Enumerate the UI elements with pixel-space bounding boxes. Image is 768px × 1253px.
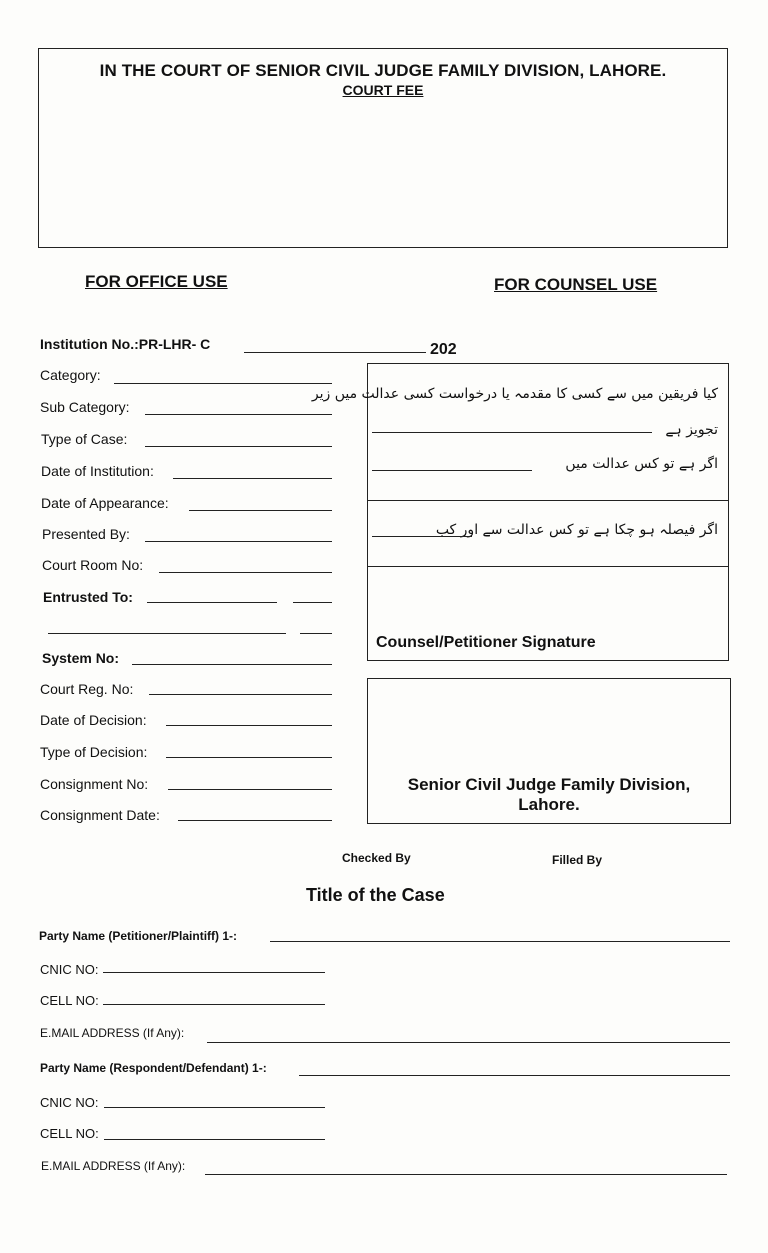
judge-signature-box bbox=[367, 678, 731, 824]
field-system-no: System No: bbox=[42, 650, 120, 666]
box-divider bbox=[368, 566, 728, 567]
system-no-line[interactable] bbox=[132, 664, 332, 665]
date-of-appearance-line[interactable] bbox=[189, 510, 332, 511]
type-of-decision-line[interactable] bbox=[166, 757, 332, 758]
respondent-cell-label: CELL NO: bbox=[40, 1126, 99, 1141]
filled-by-label: Filled By bbox=[552, 853, 603, 867]
field-consignment-date: Consignment Date: bbox=[40, 807, 160, 823]
institution-no-line[interactable] bbox=[244, 352, 426, 353]
respondent-email-line[interactable] bbox=[205, 1174, 727, 1175]
counsel-use-heading: FOR COUNSEL USE bbox=[494, 275, 658, 294]
court-reg-no-line[interactable] bbox=[149, 694, 332, 695]
petitioner-email-label: E.MAIL ADDRESS (If Any): bbox=[40, 1026, 185, 1040]
petitioner-name-label: Party Name (Petitioner/Plaintiff) 1-: bbox=[39, 929, 238, 943]
presented-by-line[interactable] bbox=[145, 541, 332, 542]
box-divider bbox=[368, 500, 728, 501]
petitioner-email-line[interactable] bbox=[207, 1042, 730, 1043]
which-court-answer-line[interactable] bbox=[372, 470, 532, 471]
urdu-question-pending-case: کیا فریقین میں سے کسی کا مقدمہ یا درخواست کسی عدالت میں زیر bbox=[311, 386, 718, 402]
field-date-of-decision: Date of Decision: bbox=[40, 712, 147, 728]
respondent-cell-line[interactable] bbox=[104, 1139, 325, 1140]
consignment-no-line[interactable] bbox=[168, 789, 332, 790]
entrusted-to-line-2[interactable] bbox=[293, 602, 332, 603]
date-of-decision-line[interactable] bbox=[166, 725, 332, 726]
court-title: IN THE COURT OF SENIOR CIVIL JUDGE FAMILY DIVISION, LAHORE. bbox=[99, 61, 667, 80]
respondent-email-label: E.MAIL ADDRESS (If Any): bbox=[41, 1159, 186, 1173]
field-date-of-institution: Date of Institution: bbox=[41, 463, 154, 479]
field-presented-by: Presented By: bbox=[42, 526, 130, 542]
urdu-question-pending-case-cont: تجویز ہے bbox=[665, 422, 718, 438]
field-consignment-no: Consignment No: bbox=[40, 776, 149, 792]
entrusted-to-line-3[interactable] bbox=[48, 633, 286, 634]
urdu-question-which-court: اگر ہے تو کس عدالت میں bbox=[565, 456, 718, 472]
office-use-heading: FOR OFFICE USE bbox=[85, 272, 228, 291]
field-type-of-decision: Type of Decision: bbox=[40, 744, 148, 760]
court-fee-label: COURT FEE bbox=[342, 82, 424, 98]
decision-answer-line[interactable] bbox=[372, 536, 472, 537]
petitioner-name-line[interactable] bbox=[270, 941, 730, 942]
respondent-cnic-label: CNIC NO: bbox=[40, 1095, 99, 1110]
checked-by-label: Checked By bbox=[342, 851, 411, 865]
judge-label bbox=[368, 775, 730, 815]
type-of-case-line[interactable] bbox=[145, 446, 332, 447]
respondent-name-line[interactable] bbox=[299, 1075, 730, 1076]
field-date-of-appearance: Date of Appearance: bbox=[41, 495, 169, 511]
field-entrusted-to: Entrusted To: bbox=[43, 589, 133, 605]
petitioner-cnic-line[interactable] bbox=[103, 972, 325, 973]
petitioner-cnic-label: CNIC NO: bbox=[40, 962, 99, 977]
entrusted-to-line[interactable] bbox=[147, 602, 277, 603]
pending-case-answer-line[interactable] bbox=[372, 432, 652, 433]
counsel-signature-label: Counsel/Petitioner Signature bbox=[376, 634, 596, 651]
petitioner-cell-label: CELL NO: bbox=[40, 993, 99, 1008]
court-room-no-line[interactable] bbox=[159, 572, 332, 573]
petitioner-cell-line[interactable] bbox=[103, 1004, 325, 1005]
field-court-room-no: Court Room No: bbox=[42, 557, 144, 573]
title-of-case-heading: Title of the Case bbox=[306, 885, 445, 905]
respondent-cnic-line[interactable] bbox=[104, 1107, 325, 1108]
date-of-institution-line[interactable] bbox=[173, 478, 332, 479]
field-category: Category: bbox=[40, 367, 101, 383]
entrusted-to-line-4[interactable] bbox=[300, 633, 332, 634]
respondent-name-label: Party Name (Respondent/Defendant) 1-: bbox=[40, 1061, 267, 1075]
court-header-box bbox=[38, 48, 728, 248]
field-type-of-case: Type of Case: bbox=[41, 431, 128, 447]
field-court-reg-no: Court Reg. No: bbox=[40, 681, 134, 697]
institution-year: 202 bbox=[430, 341, 457, 358]
field-sub-category: Sub Category: bbox=[40, 399, 130, 415]
judge-label-line2: Lahore. bbox=[518, 795, 580, 814]
counsel-info-box bbox=[311, 363, 729, 661]
category-line[interactable] bbox=[114, 383, 332, 384]
institution-no-label: Institution No.:PR-LHR- C bbox=[40, 336, 211, 352]
judge-label-line1: Senior Civil Judge Family Division, bbox=[407, 775, 691, 794]
sub-category-line[interactable] bbox=[145, 414, 332, 415]
urdu-question-decision: اگر فیصلہ ہو چکا ہے تو کس عدالت سے اور کب bbox=[435, 522, 718, 538]
consignment-date-line[interactable] bbox=[178, 820, 332, 821]
